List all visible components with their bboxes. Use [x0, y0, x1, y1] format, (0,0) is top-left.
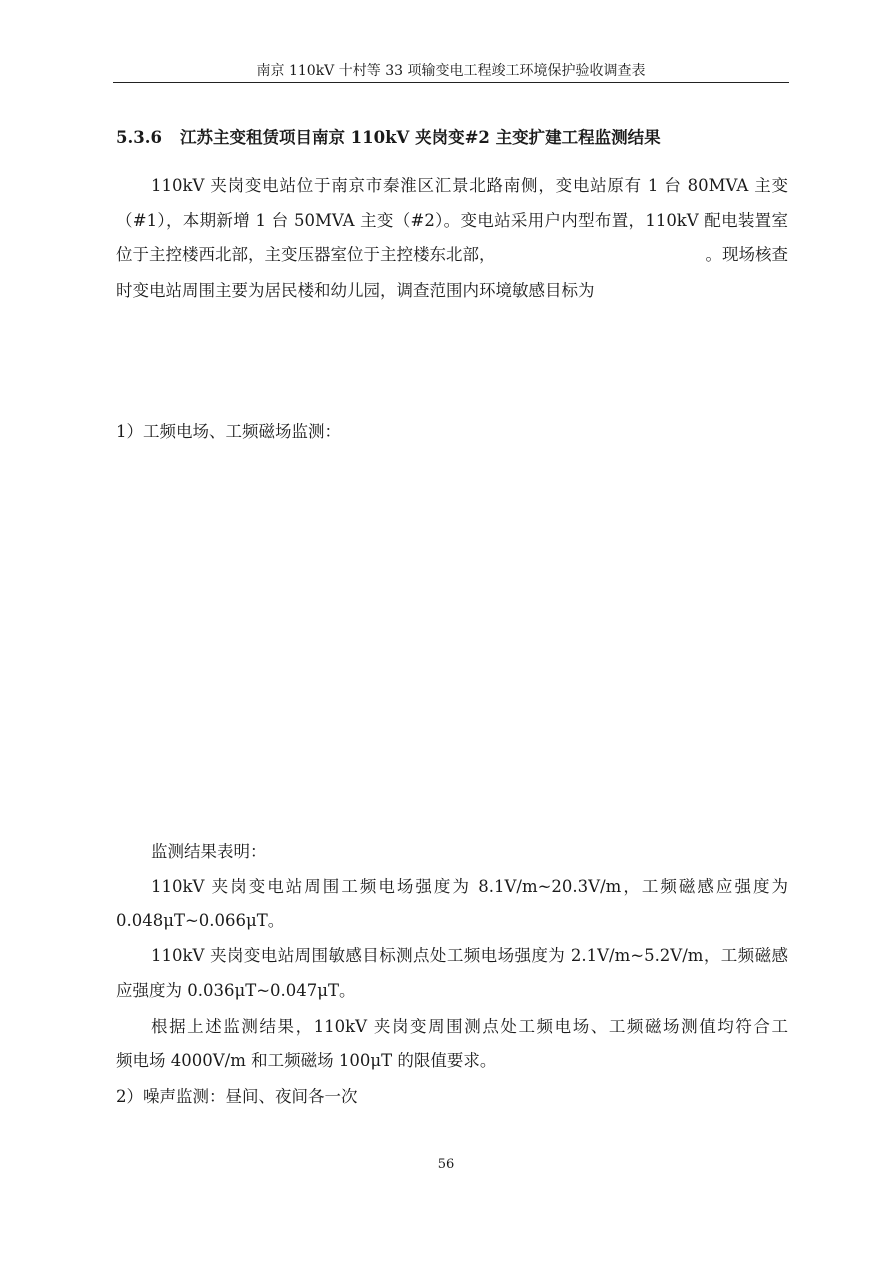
results-p1-line-2: 0.048μT~0.066μT。: [116, 911, 285, 930]
results-p2-line-1: 110kV 夹岗变电站周围敏感目标测点处工频电场强度为 2.1V/m~5.2V/m，工频磁感: [151, 946, 788, 965]
intro-line-2: （#1），本期新增 1 台 50MVA 主变（#2）。变电站采用户内型布置，110kV 配电装置室: [116, 211, 788, 230]
intro-line-3-left: 位于主控楼西北部，主变压器室位于主控楼东北部，: [116, 245, 496, 264]
results-p3-line-1: 根据上述监测结果，110kV 夹岗变周围测点处工频电场、工频磁场测值均符合工: [151, 1017, 788, 1036]
item-1-label: 1）工频电场、工频磁场监测：: [116, 422, 341, 441]
header-rule: [113, 82, 789, 83]
intro-line-3-right: 。现场核查: [705, 245, 788, 264]
results-p2-line-2: 应强度为 0.036μT~0.047μT。: [116, 981, 356, 1000]
section-title: 江苏主变租赁项目南京 110kV 夹岗变#2 主变扩建工程监测结果: [179, 128, 661, 147]
section-number: 5.3.6: [116, 128, 162, 147]
item-2-label: 2）噪声监测：昼间、夜间各一次: [116, 1087, 358, 1106]
page-number: 56: [437, 1157, 455, 1172]
intro-line-1: 110kV 夹岗变电站位于南京市秦淮区汇景北路南侧，变电站原有 1 台 80MVA 主变: [151, 176, 788, 195]
results-p1-line-1: 110kV 夹岗变电站周围工频电场强度为 8.1V/m~20.3V/m，工频磁感应强度为: [151, 877, 788, 896]
section-heading: [116, 126, 788, 150]
results-p3-line-2: 频电场 4000V/m 和工频磁场 100μT 的限值要求。: [116, 1051, 497, 1070]
running-header: 南京 110kV 十村等 33 项输变电工程竣工环境保护验收调查表: [256, 63, 646, 79]
results-heading: 监测结果表明：: [151, 842, 267, 861]
intro-line-4: 时变电站周围主要为居民楼和幼儿园，调查范围内环境敏感目标为: [116, 281, 595, 300]
